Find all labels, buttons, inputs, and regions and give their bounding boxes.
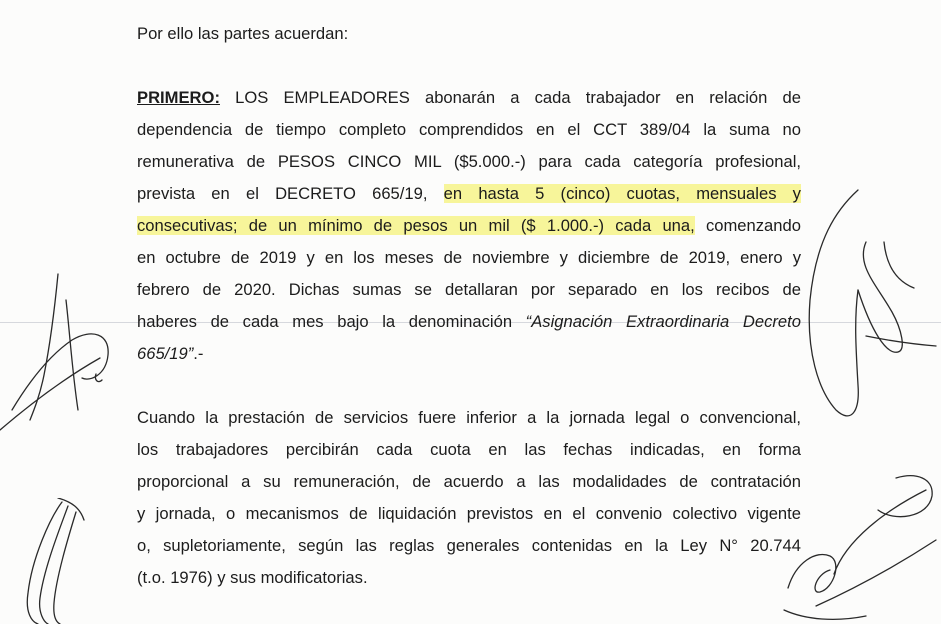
highlighted-text: consecutivas; de un mínimo de pesos un mil ($ 1.000.-) cada una,: [137, 216, 695, 235]
primero-line-4: prevista en el DECRETO 665/19, en hasta 5 (cinco) cuotas, mensuales y: [137, 184, 801, 203]
primero-label: PRIMERO:: [137, 88, 220, 107]
primero-line-6: en octubre de 2019 y en los meses de noviembre y diciembre de 2019, enero y: [137, 248, 801, 267]
intro-line: Por ello las partes acuerdan:: [137, 24, 349, 43]
signature-left-bottom: [10, 498, 100, 624]
segundo-line-6: (t.o. 1976) y sus modificatorias.: [137, 568, 368, 587]
segundo-line-4: y jornada, o mecanismos de liquidación previstos en el convenio colectivo vigente: [137, 504, 801, 523]
primero-line-8: haberes de cada mes bajo la denominación “Asignación Extraordinaria Decreto: [137, 312, 802, 331]
primero-line-3: remunerativa de PESOS CINCO MIL ($5.000.-) para cada categoría profesional,: [137, 152, 801, 171]
primero-line-9: 665/19”.-: [137, 344, 204, 363]
segundo-line-5: o, supletoriamente, según las reglas generales contenidas en la Ley N° 20.744: [137, 536, 801, 555]
segundo-line-2: los trabajadores percibirán cada cuota en las fechas indicadas, en forma: [137, 440, 801, 459]
segundo-line-1: Cuando la prestación de servicios fuere inferior a la jornada legal o convencional,: [137, 408, 801, 427]
primero-line-1: PRIMERO: LOS EMPLEADORES abonarán a cada trabajador en relación de: [137, 88, 801, 107]
signature-left-top: [0, 260, 125, 450]
primero-line-2: dependencia de tiempo completo comprendidos en el CCT 389/04 la suma no: [137, 120, 801, 139]
primero-line-5: consecutivas; de un mínimo de pesos un mil ($ 1.000.-) cada una, comenzando: [137, 216, 801, 235]
highlighted-text: en hasta 5 (cinco) cuotas, mensuales y: [443, 184, 801, 203]
segundo-line-3: proporcional a su remuneración, de acuerdo a las modalidades de contratación: [137, 472, 801, 491]
signature-right-top: [796, 180, 941, 450]
primero-line-7: febrero de 2020. Dichas sumas se detallaran por separado en los recibos de: [137, 280, 801, 299]
